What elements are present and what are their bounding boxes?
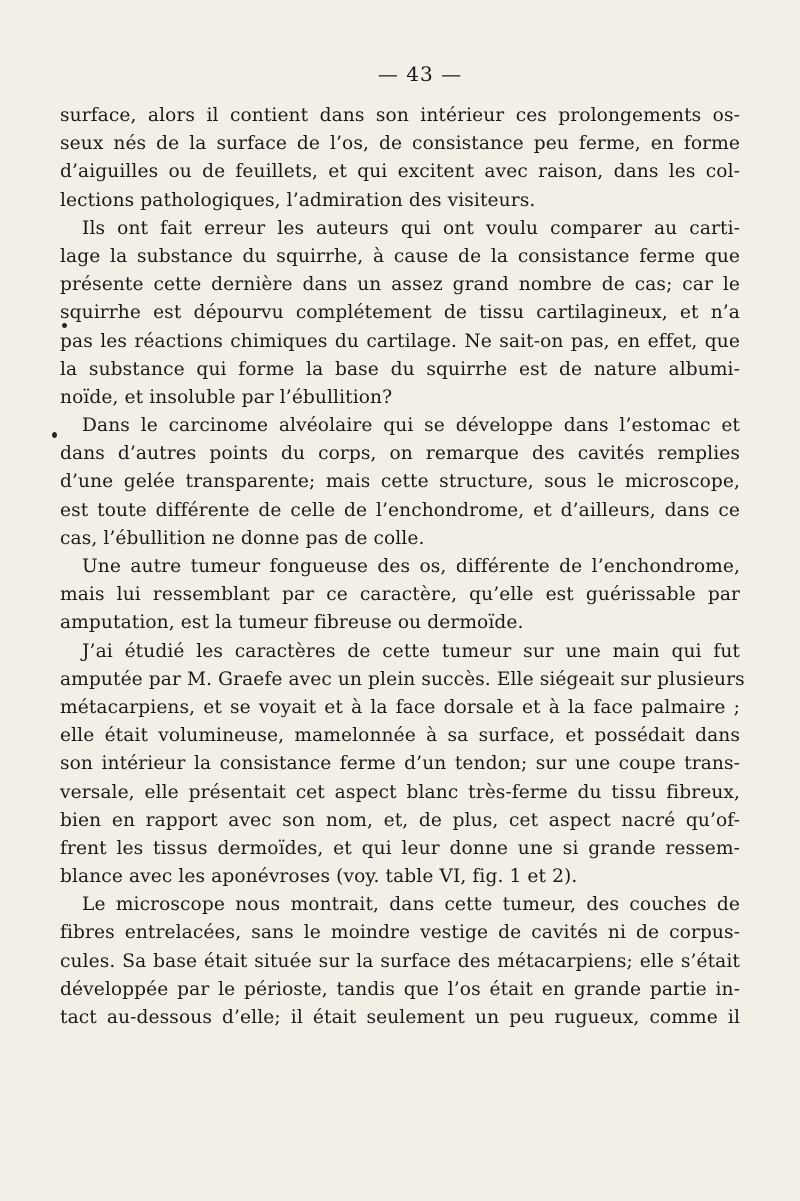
text-line: mais lui ressemblant par ce caractère, qu’elle est guérissable par [60, 584, 740, 606]
text-line: Le microscope nous montrait, dans cette tumeur, des couches de [82, 894, 740, 916]
text-line: elle était volumineuse, mamelonnée à sa surface, et possédait dans [60, 725, 740, 747]
text-line: fibres entrelacées, sans le moindre vestige de cavités ni de corpus- [60, 922, 740, 944]
text-line: Dans le carcinome alvéolaire qui se développe dans l’estomac et [82, 415, 740, 437]
margin-speck [52, 432, 57, 438]
text-line: cules. Sa base était située sur la surface des métacarpiens; elle s’était [60, 950, 740, 972]
text-line: amputée par M. Graefe avec un plein succès. Elle siégeait sur plusieurs [60, 668, 745, 690]
text-line: est toute différente de celle de l’enchondrome, et d’ailleurs, dans ce [60, 499, 740, 521]
text-line: dans d’autres points du corps, on remarque des cavités remplies [60, 443, 740, 465]
text-line: versale, elle présentait cet aspect blanc très-ferme du tissu fibreux, [60, 781, 740, 803]
text-line: d’aiguilles ou de feuillets, et qui excitent avec raison, dans les col- [60, 161, 740, 183]
text-line: son intérieur la consistance ferme d’un tendon; sur une coupe trans- [60, 753, 740, 775]
book-page [60, 60, 745, 1160]
text-line: présente cette dernière dans un assez grand nombre de cas; car le [60, 274, 740, 296]
margin-speck [62, 323, 67, 328]
text-line: blance avec les aponévroses (voy. table VI, fig. 1 et 2). [60, 866, 578, 888]
text-line: métacarpiens, et se voyait et à la face dorsale et à la face palmaire ; [60, 696, 740, 718]
text-line: seux nés de la surface de l’os, de consistance peu ferme, en forme [60, 133, 740, 155]
text-line: frent les tissus dermoïdes, et qui leur donne une si grande ressem- [60, 837, 740, 859]
text-line: développée par le périoste, tandis que l’os était en grande partie in- [60, 978, 740, 1000]
text-line: pas les réactions chimiques du cartilage. Ne sait-on pas, en effet, que [60, 330, 740, 352]
text-body [60, 102, 745, 1032]
text-line: squirrhe est dépourvu complétement de tissu cartilagineux, et n’a [60, 302, 740, 324]
text-line: cas, l’ébullition ne donne pas de colle. [60, 527, 425, 549]
text-line: lage la substance du squirrhe, à cause de la consistance ferme que [60, 245, 740, 267]
page-number: — 43 — [377, 62, 463, 86]
text-line: d’une gelée transparente; mais cette structure, sous le microscope, [60, 471, 740, 493]
text-line: J’ai étudié les caractères de cette tumeur sur une main qui fut [82, 640, 740, 662]
text-line: tact au-dessous d’elle; il était seulement un peu rugueux, comme il [60, 1007, 740, 1028]
text-line: surface, alors il contient dans son intérieur ces prolongements os- [60, 105, 740, 126]
text-line: noïde, et insoluble par l’ébullition? [60, 386, 393, 408]
text-line: bien en rapport avec son nom, et, de plus, cet aspect nacré qu’of- [60, 809, 740, 831]
text-line: la substance qui forme la base du squirrhe est de nature albumi- [60, 358, 740, 380]
text-line: amputation, est la tumeur fibreuse ou dermoïde. [60, 612, 524, 634]
text-line: Une autre tumeur fongueuse des os, différente de l’enchondrome, [82, 556, 740, 577]
text-line: Ils ont fait erreur les auteurs qui ont voulu comparer au carti- [82, 217, 740, 239]
text-line: lections pathologiques, l’admiration des visiteurs. [60, 189, 536, 211]
